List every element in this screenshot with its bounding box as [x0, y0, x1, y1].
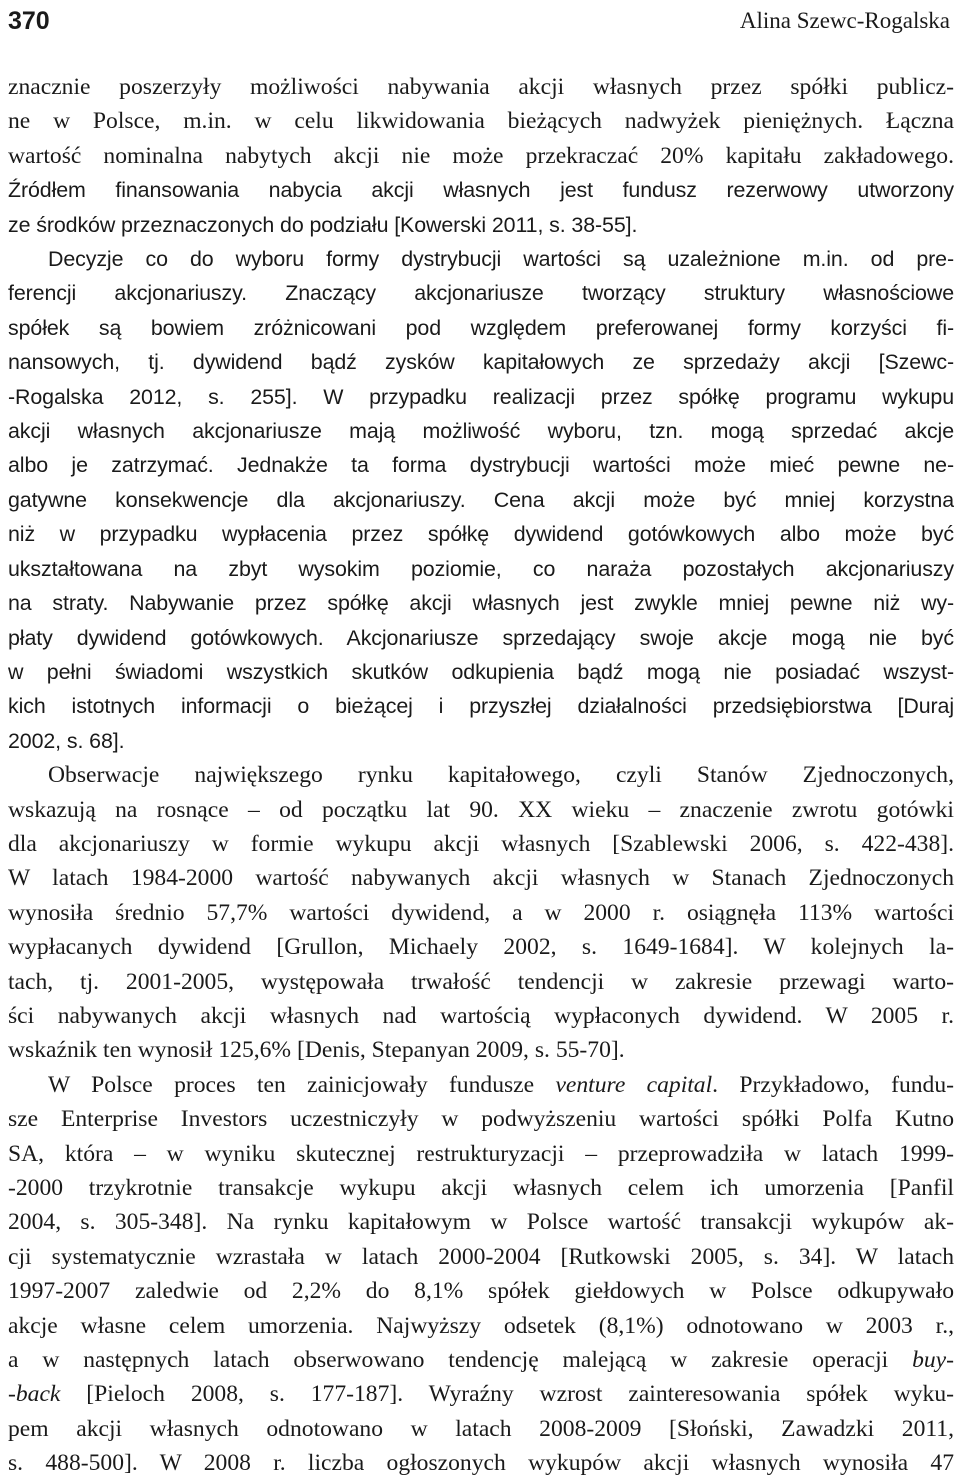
text-line: wskazują na rosnące – od początku lat 90. XX wieku – znaczenie zwrotu gotówki: [8, 796, 954, 823]
text-line: pem akcji własnych odnotowano w latach 2008-2009 [Słoński, Zawadzki 2011,: [8, 1415, 954, 1442]
text-line: sze Enterprise Investors uczestniczyły w podwyższeniu wartości spółki Polfa Kutno: [8, 1106, 954, 1133]
text-line: cji systematycznie wzrastała w latach 2000-2004 [Rutkowski 2005, s. 34]. W latach: [8, 1243, 954, 1270]
text-line: spółek są bowiem zróżnicowani pod względem preferowanej formy korzyści fi-: [8, 315, 954, 340]
running-head-author: Alina Szewc-Rogalska: [739, 8, 950, 33]
text-line: dla akcjonariuszy w formie wykupu akcji własnych [Szablewski 2006, s. 422-438].: [8, 830, 954, 857]
text-run: W Polsce proces ten zainicjowały fundusze: [48, 1071, 556, 1098]
text-line: wskaźnik ten wynosił 125,6% [Denis, Stepanyan 2009, s. 55-70].: [8, 1037, 625, 1064]
text-line: [8, 1377, 954, 1411]
text-line: kich istotnych informacji o bieżącej i przyszłej działalności przedsiębiorstwa [Duraj: [8, 694, 954, 719]
text-line: -2000 trzykrotnie transakcje wykupu akcji własnych celem ich umorzenia [Panfil: [8, 1175, 954, 1201]
text-line: znacznie poszerzyły możliwości nabywania akcji własnych przez spółki publicz-: [8, 74, 954, 100]
paragraph: [8, 1068, 954, 1481]
text-line: akcji własnych akcjonariusze mają możliwość wyboru, tzn. mogą sprzedać akcje: [8, 419, 954, 444]
text-line: 2004, s. 305-348]. Na rynku kapitałowym w Polsce wartość transakcji wykupów ak-: [8, 1209, 954, 1236]
text-line: ferencji akcjonariuszy. Znaczący akcjonariusze tworzący struktury własnościowe: [8, 281, 954, 306]
text-line: nansowych, tj. dywidend bądź zysków kapitałowych ze sprzedaży akcji [Szewc-: [8, 350, 954, 375]
text-line: ze środków przeznaczonych do podziału [Kowerski 2011, s. 38-55].: [8, 212, 638, 237]
italic-term: -back: [8, 1381, 61, 1408]
text-line: tach, tj. 2001-2005, występowała trwałość tendencji w zakresie przewagi warto-: [8, 968, 954, 995]
text-line: płaty dywidend gotówkowych. Akcjonariusze sprzedający swoje akcje mogą nie być: [8, 625, 954, 650]
page-number: 370: [8, 6, 50, 35]
text-line: wynosiła średnio 57,7% wartości dywidend, a w 2000 r. osiągnęła 113% wartości: [8, 899, 954, 926]
text-line: Decyzje co do wyboru formy dystrybucji wartości są uzależnione m.in. od pre-: [48, 247, 954, 272]
text-run: . Przykładowo, fundu-: [712, 1071, 954, 1098]
text-line: wypłacanych dywidend [Grullon, Michaely 2002, s. 1649-1684]. W kolejnych la-: [8, 934, 954, 961]
italic-term: buy-: [912, 1347, 954, 1374]
text-line: wartość nominalna nabytych akcji nie może przekraczać 20% kapitału zakładowego.: [8, 142, 954, 169]
paragraph: [8, 758, 954, 1068]
text-line: albo je zatrzymać. Jednakże ta forma dystrybucji wartości może mieć pewne ne-: [8, 453, 954, 478]
text-line: -Rogalska 2012, s. 255]. W przypadku realizacji przez spółkę programu wykupu: [8, 384, 954, 409]
text-line: ne w Polsce, m.in. w celu likwidowania bieżących nadwyżek pieniężnych. Łączna: [8, 108, 954, 135]
page-body: [8, 70, 954, 1481]
text-line: [8, 1343, 954, 1377]
text-line: Obserwacje największego rynku kapitałowego, czyli Stanów Zjednoczonych,: [48, 762, 954, 789]
text-line: [8, 1068, 954, 1102]
text-line: ści nabywanych akcji własnych nad wartością wypłaconych dywidend. W 2005 r.: [8, 1002, 954, 1029]
text-line: 2002, s. 68].: [8, 728, 125, 753]
text-line: W latach 1984-2000 wartość nabywanych akcji własnych w Stanach Zjednoczonych: [8, 865, 954, 892]
text-run: [Pieloch 2008, s. 177-187]. Wyraźny wzrost zainteresowania spółek wyku-: [60, 1381, 954, 1408]
text-line: SA, która – w wyniku skutecznej restrukturyzacji – przeprowadziła w latach 1999-: [8, 1140, 954, 1167]
text-line: akcje własne celem umorzenia. Najwyższy odsetek (8,1%) odnotowano w 2003 r.,: [8, 1312, 954, 1339]
text-line: w pełni świadomi wszystkich skutków odkupienia bądź mogą nie posiadać wszyst-: [8, 659, 954, 684]
text-line: s. 488-500]. W 2008 r. liczba ogłoszonych wykupów akcji własnych wynosiła 47: [8, 1450, 954, 1477]
text-line: niż w przypadku wypłacenia przez spółkę dywidend gotówkowych albo może być: [8, 522, 954, 547]
text-line: 1997-2007 zaledwie od 2,2% do 8,1% spółek giełdowych w Polsce odkupywało: [8, 1278, 954, 1305]
text-line: Źródłem finansowania nabycia akcji własnych jest fundusz rezerwowy utworzony: [8, 178, 954, 203]
text-line: na straty. Nabywanie przez spółkę akcji własnych jest zwykle mniej pewne niż wy-: [8, 591, 954, 616]
page-header: [8, 4, 952, 38]
text-line: gatywne konsekwencje dla akcjonariuszy. Cena akcji może być mniej korzystna: [8, 487, 954, 512]
text-line: ukształtowana na zbyt wysokim poziomie, co naraża pozostałych akcjonariuszy: [8, 556, 954, 581]
paragraph: [8, 242, 954, 758]
italic-term: venture capital: [555, 1071, 713, 1098]
text-run: a w następnych latach obserwowano tendencję malejącą w zakresie operacji: [8, 1347, 913, 1374]
paragraph: [8, 70, 954, 242]
